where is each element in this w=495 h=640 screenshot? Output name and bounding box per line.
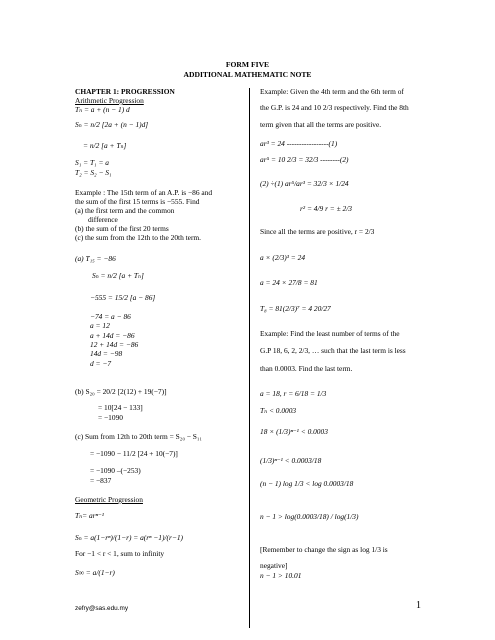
solution-c-line: = −1090 − 11/2 [24 + 10(−7)]	[90, 449, 178, 458]
solution-a-line: Sₙ = n/2 [a + Tₙ]	[92, 271, 144, 280]
equation-line: (2) ÷(1) ar⁵/ar³ = 32/3 × 1/24	[260, 179, 349, 188]
gp-sn-formula: Sₙ = a(1−rⁿ)/(1−r) = a(rⁿ −1)/(r−1)	[75, 533, 183, 542]
solution-c-line: (c) Sum from 12th to 20th term = S₂₀ − S₁₁	[75, 432, 203, 441]
solution-a-line: 12 + 14d = −86	[90, 340, 139, 349]
equation-line: ar⁵ = 10 2/3 = 32/3 --------(2)	[260, 155, 349, 164]
solution-a-line: a = 12	[90, 321, 110, 330]
example1-text: Example : The 15th term of an A.P. is −86 and	[75, 188, 213, 197]
equation-line: T₈ = 81(2/3)⁷ = 4 20/27	[260, 304, 331, 313]
example1-part-a: (a) the first term and the common	[75, 206, 175, 215]
header-subtitle: ADDITIONAL MATHEMATIC NOTE	[183, 70, 312, 79]
solution-a-line: 14d = −98	[90, 349, 123, 358]
example2-text-3: term given that all the terms are positive.	[260, 120, 382, 129]
solution-b-line: = −1090	[98, 413, 123, 422]
ap-s1-formula: S₁ = T₁ = a	[75, 158, 110, 167]
ap-sn-formula-alt: = n/2 [a + Tₙ]	[83, 141, 127, 150]
equation-line: Since all the terms are positive, r = 2/3	[260, 227, 375, 236]
solution-a-line: a + 14d = −86	[90, 331, 135, 340]
solution-a-line: (a) T₁₅ = −86	[75, 254, 116, 263]
solution-a-line: −74 = a − 86	[90, 312, 131, 321]
remember-note: [Remember to change the sign as log 1/3 is	[260, 545, 388, 554]
page-number: 1	[416, 600, 421, 611]
equation-line: a = 18, r = 6/18 = 1/3	[260, 389, 327, 398]
solution-b-line: = 10[24 − 133]	[98, 403, 143, 412]
equation-line: n − 1 > log(0.0003/18) / log(1/3)	[260, 512, 359, 521]
equation-line: n − 1 > 10.01	[260, 571, 302, 580]
equation-line: r² = 4/9 r = ± 2/3	[300, 204, 352, 213]
solution-c-line: = −1090 –(−253)	[90, 466, 141, 475]
example2-text-2: the G.P. is 24 and 10 2/3 respectively. Find the 8th	[260, 103, 409, 112]
column-divider	[249, 88, 250, 628]
equation-line: 18 × (1/3)ⁿ⁻¹ < 0.0003	[260, 427, 328, 436]
equation-line: (1/3)ⁿ⁻¹ < 0.0003/18	[260, 456, 322, 465]
example3-text-3: than 0.0003. Find the last term.	[260, 364, 353, 373]
gp-tn-formula: Tₙ= arⁿ⁻¹	[75, 511, 104, 520]
example1-part-c: (c) the sum from the 12th to the 20th term.	[75, 233, 202, 242]
equation-line: ar³ = 24 -----------------(1)	[260, 139, 338, 148]
equation-line: a × (2/3)³ = 24	[260, 253, 306, 262]
example3-text-2: G.P 18, 6, 2, 2/3, … such that the last term is less	[260, 346, 406, 355]
example2-text: Example: Given the 4th term and the 6th term of	[260, 87, 404, 96]
footer-email: zefry@sas.edu.my	[75, 605, 129, 612]
equation-line: Tₙ < 0.0003	[260, 406, 297, 415]
example1-part-b: (b) the sum of the first 20 terms	[75, 224, 169, 233]
solution-b-line: (b) S₂₀ = 20/2 [2(12) + 19(−7)]	[75, 387, 167, 396]
gp-condition: For −1 < r < 1, sum to infinity	[75, 549, 165, 558]
example3-text: Example: Find the least number of terms of the	[260, 329, 400, 338]
remember-note-2: negative]	[260, 561, 288, 570]
chapter-heading: CHAPTER 1: PROGRESSION	[75, 87, 175, 96]
header-title: FORM FIVE	[225, 60, 270, 69]
equation-line: (n − 1) log 1/3 < log 0.0003/18	[260, 479, 354, 488]
example1-text-2: the sum of the first 15 terms is −555. Find	[75, 197, 200, 206]
equation-line: a = 24 × 27/8 = 81	[260, 278, 318, 287]
ap-sn-formula: Sₙ = n/2 [2a + (n − 1)d]	[75, 120, 149, 129]
solution-a-line: −555 = 15/2 [a − 86]	[90, 293, 156, 302]
gp-sum-infinity: S∞ = a/(1−r)	[75, 568, 115, 577]
ap-heading: Arithmetic Progression	[75, 96, 144, 105]
solution-a-line: d = −7	[90, 359, 112, 368]
example1-part-a-cont: difference	[88, 215, 118, 224]
ap-tn-formula: Tₙ = a + (n − 1) d	[75, 105, 130, 114]
ap-t2-formula: T₂ = S₂ − S₁	[75, 168, 112, 177]
solution-c-line: = −837	[90, 476, 112, 485]
gp-heading: Geometric Progression	[75, 495, 143, 504]
